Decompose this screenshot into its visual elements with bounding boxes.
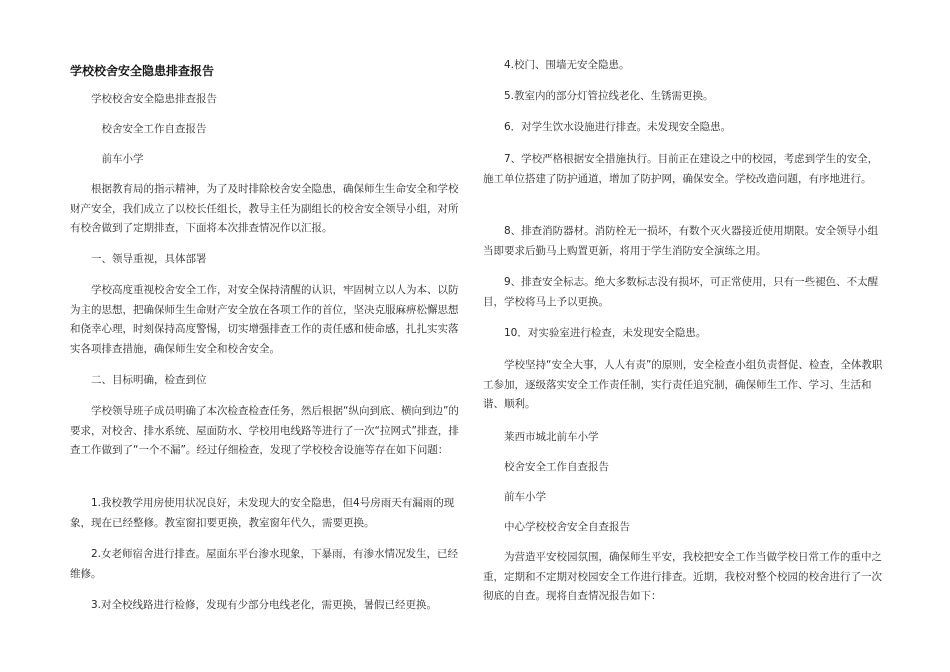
list-item: 5.教室内的部分灯管拉线老化、生锈需更换。 bbox=[504, 90, 714, 102]
list-item: 9、排查安全标志。绝大多数标志没有损坏，可正常使用，只有一些褪色、不太醒目，学校将马上予以更换。 bbox=[483, 276, 879, 308]
list-item: 4.校门、围墙无安全隐患。 bbox=[504, 59, 630, 71]
paragraph: 校舍安全工作自查报告 bbox=[101, 123, 207, 135]
paragraph: 学校坚持“安全大事，人人有责”的原则，安全检查小组负责督促、检查，全体教职工参加，逐级落实安全工作责任制，实行责任追究制，确保师生工作、学习、生活和谐、顺利。 bbox=[483, 359, 883, 410]
list-item: 7、学校严格根据安全措施执行。目前正在建设之中的校园，考虑到学生的安全，施工单位搭建了防护通道，增加了防护网，确保安全。学校改造问题，有序地进行。 bbox=[483, 153, 879, 185]
paragraph: 学校高度重视校舍安全工作，对安全保持清醒的认识，牢固树立以人为本、以防为主的思想，把确保师生生命财产安全放在各项工作的首位，坚决克服麻痹松懈思想和侥幸心理，时刻保持高度警惕，切实增强排查工作的责任感和使命感，扎扎实实落实各项排查措施，确保师生安全和校舍安全。 bbox=[70, 284, 459, 355]
paragraph: 学校校舍安全隐患排查报告 bbox=[91, 93, 217, 105]
paragraph: 学校领导班子成员明确了本次检查检查任务，然后根据“纵向到底、横向到边”的要求，对校舍、排水系统、屋面防水、学校用电线路等进行了一次“拉网式”排查，排查工作做到了“一个不漏”。经过仔细检查，发现了学校校舍设施等存在如下问题： bbox=[70, 405, 459, 456]
list-item: 6．对学生饮水设施进行排查。未发现安全隐患。 bbox=[504, 121, 732, 133]
section-heading: 二、目标明确，检查到位 bbox=[91, 374, 207, 386]
paragraph: 根据教育局的指示精神，为了及时排除校舍安全隐患，确保师生生命安全和学校财产安全，我们成立了以校长任组长，教导主任为副组长的校舍安全领导小组，对所有校舍做到了定期排查，下面将本次排查情况作以汇报。 bbox=[70, 183, 459, 234]
paragraph: 校舍安全工作自查报告 bbox=[504, 461, 609, 473]
paragraph: 为营造平安校园氛围，确保师生平安，我校把安全工作当做学校日常工作的重中之重，定期和不定期对校园安全工作进行排查。近期，我校对整个校园的校舍进行了一次彻底的自查。现将自查情况报告如下： bbox=[483, 551, 882, 602]
list-item: 3.对全校线路进行检修，发现有少部分电线老化，需更换，暑假已经更换。 bbox=[91, 599, 438, 611]
list-item: 10．对实验室进行检查，未发现安全隐患。 bbox=[504, 327, 707, 339]
list-item: 1.我校教学用房使用状况良好，未发现大的安全隐患，但4号房雨天有漏雨的现象，现在已经整修。教室窗扣要更换，教室窗年代久，需要更换。 bbox=[70, 497, 455, 529]
signature-school: 莱西市城北前车小学 bbox=[504, 431, 599, 443]
paragraph: 前车小学 bbox=[504, 491, 546, 503]
paragraph: 中心学校校舍安全自查报告 bbox=[504, 521, 630, 533]
list-item: 8、排查消防器材。消防栓无一损坏，有数个灭火器接近使用期限。安全领导小组当即要求后勤马上购置更新，将用于学生消防安全演练之用。 bbox=[483, 225, 879, 257]
paragraph: 前车小学 bbox=[101, 153, 144, 165]
section-heading: 一、领导重视，具体部署 bbox=[91, 253, 207, 265]
document-title: 学校校舍安全隐患排查报告 bbox=[70, 64, 215, 78]
list-item: 2.女老师宿舍进行排查。屋面东平台渗水现象，下暴雨，有渗水情况发生，已经维修。 bbox=[70, 548, 459, 580]
